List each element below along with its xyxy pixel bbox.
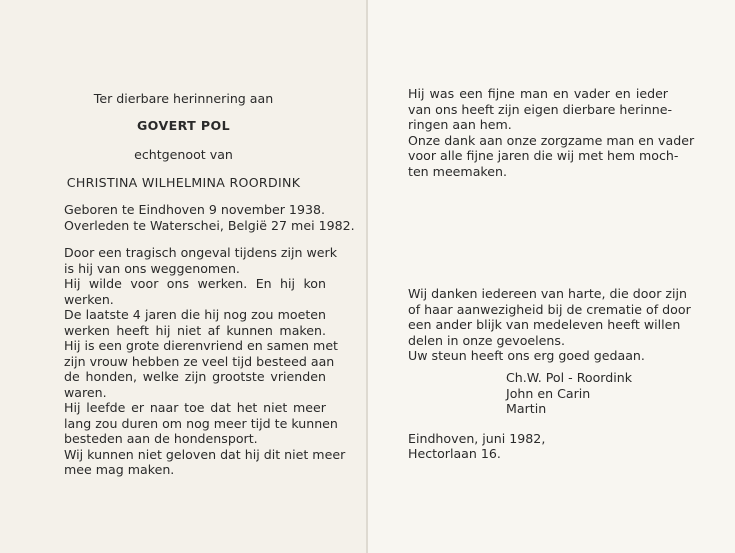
relation-text: echtgenoot van bbox=[134, 147, 233, 162]
signature-line: John en Carin bbox=[506, 385, 591, 401]
body-line: de honden, welke zijn grootste vrienden bbox=[64, 369, 326, 384]
body-line: delen in onze gevoelens. bbox=[408, 332, 565, 348]
body-line: voor alle fijne jaren die wij met hem moch- bbox=[408, 148, 679, 163]
body-line: Wij kunnen niet geloven dat hij dit niet meer bbox=[64, 446, 346, 462]
death-line: Overleden te Waterschei, België 27 mei 1982. bbox=[64, 218, 355, 233]
body-line: ten meemaken. bbox=[408, 163, 507, 179]
body-line: Onze dank aan onze zorgzame man en vader bbox=[408, 132, 695, 148]
body-line: Uw steun heeft ons erg goed gedaan. bbox=[408, 348, 645, 363]
body-line: is hij van ons weggenomen. bbox=[64, 260, 240, 276]
body-line: besteden aan de hondensport. bbox=[64, 431, 258, 446]
intro-text: Ter dierbare herinnering aan bbox=[93, 91, 274, 106]
body-line: werken heeft hij niet af kunnen maken. bbox=[64, 322, 326, 338]
body-line: Hij leefde er naar toe dat het niet meer bbox=[64, 400, 326, 415]
body-line: waren. bbox=[64, 384, 107, 400]
body-line: een ander blijk van medeleven heeft willen bbox=[408, 317, 681, 332]
body-line: van ons heeft zijn eigen dierbare herinne- bbox=[408, 101, 673, 117]
deceased-name: GOVERT POL bbox=[136, 118, 231, 133]
body-line: Door een tragisch ongeval tijdens zijn werk bbox=[64, 245, 338, 260]
body-line: Wij danken iedereen van harte, die door zijn bbox=[408, 286, 687, 301]
body-line: De laatste 4 jaren die hij nog zou moeten bbox=[64, 307, 326, 322]
body-line: zijn vrouw hebben ze veel tijd besteed aan bbox=[64, 353, 335, 369]
body-line: Hij is een grote dierenvriend en samen met bbox=[64, 338, 338, 353]
body-line: ringen aan hem. bbox=[408, 117, 512, 132]
place-date: Eindhoven, juni 1982, bbox=[408, 431, 546, 446]
signature-line: Martin bbox=[506, 401, 547, 416]
address: Hectorlaan 16. bbox=[408, 446, 501, 461]
birth-line: Geboren te Eindhoven 9 november 1938. bbox=[64, 202, 325, 217]
body-line: Hij was een fijne man en vader en ieder bbox=[408, 86, 668, 101]
signature-line: Ch.W. Pol - Roordink bbox=[506, 370, 633, 385]
left-panel bbox=[0, 0, 367, 553]
body-line: mee mag maken. bbox=[64, 462, 175, 477]
spouse-name: CHRISTINA WILHELMINA ROORDINK bbox=[66, 175, 301, 190]
body-line: werken. bbox=[64, 291, 114, 307]
body-line: of haar aanwezigheid bij de crematie of door bbox=[408, 301, 691, 317]
body-line: Hij wilde voor ons werken. En hij kon bbox=[64, 276, 326, 291]
body-line: lang zou duren om nog meer tijd te kunnen bbox=[64, 415, 338, 431]
right-panel bbox=[368, 0, 735, 553]
